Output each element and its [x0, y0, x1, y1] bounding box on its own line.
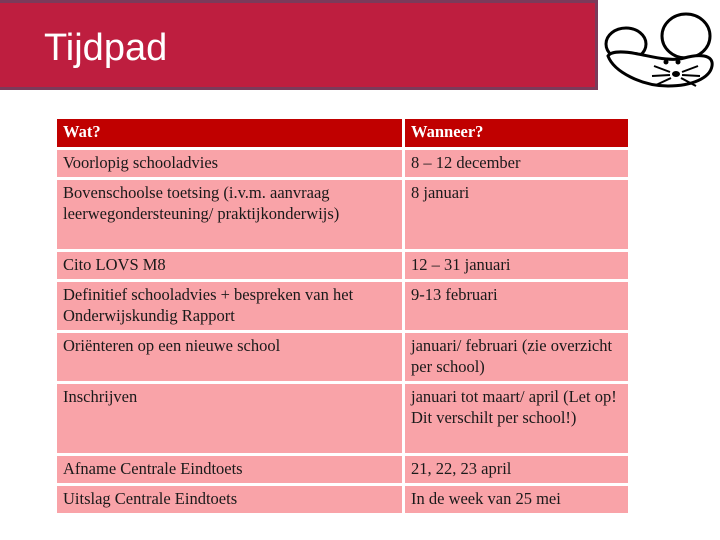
row-what: Definitief schooladvies + bespreken van het Onderwijskundig Rapport	[56, 281, 404, 332]
row-when: 8 – 12 december	[404, 149, 630, 179]
header-when: Wanneer?	[404, 118, 630, 149]
row-when: 9-13 februari	[404, 281, 630, 332]
row-when: 12 – 31 januari	[404, 251, 630, 281]
title-bar	[0, 0, 598, 90]
table-row	[56, 332, 630, 383]
table-row	[56, 383, 630, 455]
table-header-row	[56, 118, 630, 149]
row-when: 8 januari	[404, 179, 630, 251]
row-when: In de week van 25 mei	[404, 485, 630, 515]
table-row	[56, 485, 630, 515]
header-what: Wat?	[56, 118, 404, 149]
row-what: Oriënteren op een nieuwe school	[56, 332, 404, 383]
row-what: Inschrijven	[56, 383, 404, 455]
row-when: januari/ februari (zie overzicht per school)	[404, 332, 630, 383]
table-row	[56, 149, 630, 179]
row-what: Cito LOVS M8	[56, 251, 404, 281]
row-when: 21, 22, 23 april	[404, 455, 630, 485]
slide-title: Tijdpad	[44, 27, 168, 69]
table-row	[56, 179, 630, 251]
row-what: Afname Centrale Eindtoets	[56, 455, 404, 485]
row-what: Uitslag Centrale Eindtoets	[56, 485, 404, 515]
table-row	[56, 251, 630, 281]
table-row	[56, 455, 630, 485]
mouse-icon	[594, 6, 720, 100]
row-what: Voorlopig schooladvies	[56, 149, 404, 179]
schedule-table	[54, 116, 631, 516]
row-when: januari tot maart/ april (Let op! Dit verschilt per school!)	[404, 383, 630, 455]
row-what: Bovenschoolse toetsing (i.v.m. aanvraag leerwegondersteuning/ praktijkonderwijs)	[56, 179, 404, 251]
table-row	[56, 281, 630, 332]
